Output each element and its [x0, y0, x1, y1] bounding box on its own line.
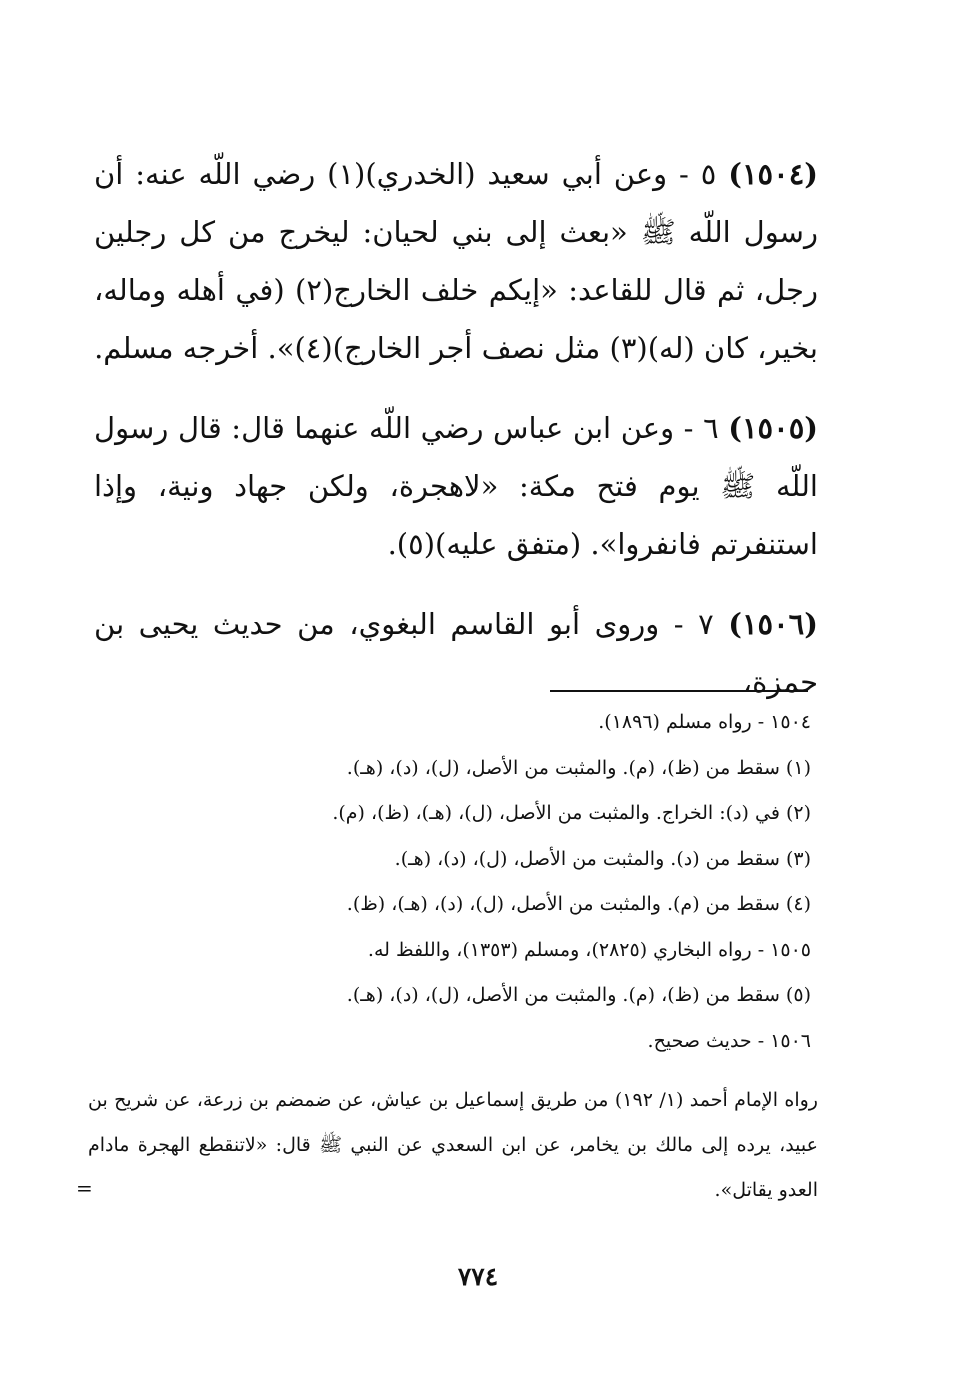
footnote-separator [550, 690, 808, 692]
hadith-number: (١٥٠٤) [728, 157, 819, 191]
footnote-3: (٣) سقط من (د). والمثبت من الأصل، (ل)، (د)، (هـ). [394, 847, 811, 870]
footnote-continuation [88, 1078, 818, 1213]
hadith-1506 [94, 595, 818, 711]
footnote-1504: ١٥٠٤ - رواه مسلم (١٨٩٦). [598, 711, 811, 733]
hadith-text: ٧ - وروى أبو القاسم البغوي، من حديث يحيى بن حمزة، [94, 607, 818, 699]
page-number: ٧٧٤ [457, 1262, 499, 1291]
footnote-1506: ١٥٠٦ - حديث صحيح. [647, 1029, 811, 1052]
hadith-1504 [94, 145, 818, 377]
footnotes [121, 700, 811, 1064]
footnote-continuation-text: رواه الإمام أحمد (١/ ١٩٢) من طريق إسماعيل بن عياش، عن ضمضم بن زرعة، عن شريح بن عبيد، يرده إلى مالك بن يخامر، عن ابن السعدي عن النبي ﷺ قال: «لاتنقطع الهجرة مادام العدو يقاتل». [88, 1089, 818, 1201]
main-text [94, 145, 818, 733]
hadith-number: (١٥٠٦) [728, 607, 818, 641]
footnote-5: (٥) سقط من (ظ)، (م). والمثبت من الأصل، (ل)، (د)، (هـ). [346, 984, 811, 1006]
footnote-1: (١) سقط من (ظ)، (م). والمثبت من الأصل، (ل)، (د)، (هـ). [346, 756, 811, 779]
footnote-2: (٢) في (د): الخراج. والمثبت من الأصل، (ل)، (هـ)، (ظ)، (م). [332, 802, 811, 824]
footnote-4: (٤) سقط من (م). والمثبت من الأصل، (ل)، (د)، (هـ)، (ظ). [346, 893, 811, 915]
hadith-1505 [94, 399, 818, 573]
hadith-number: (١٥٠٥) [728, 411, 819, 445]
hadith-text: ٦ - وعن ابن عباس رضي اللّه عنهما قال: قال رسول اللّه ﷺ يوم فتح مكة: «لاهجرة، ولكن جهاد ونية، وإذا استنفرتم فانفروا». (متفق عليه)(٥). [94, 411, 818, 561]
continuation-mark: = [76, 1176, 93, 1200]
hadith-text: ٥ - وعن أبي سعيد (الخدري)(١) رضي اللّه عنه: أن رسول اللّه ﷺ «بعث إلى بني لحيان: ليخرج من كل رجلين رجل، ثم قال للقاعد: «إيكم خلف الخارج(٢) (في أهله وماله، بخير، كان (له)(٣) مثل نصف أجر الخارج)(٤)». أخرجه مسلم. [94, 157, 818, 365]
footnote-1505: ١٥٠٥ - رواه البخاري (٢٨٢٥)، ومسلم (١٣٥٣)، واللفظ له. [367, 938, 811, 961]
